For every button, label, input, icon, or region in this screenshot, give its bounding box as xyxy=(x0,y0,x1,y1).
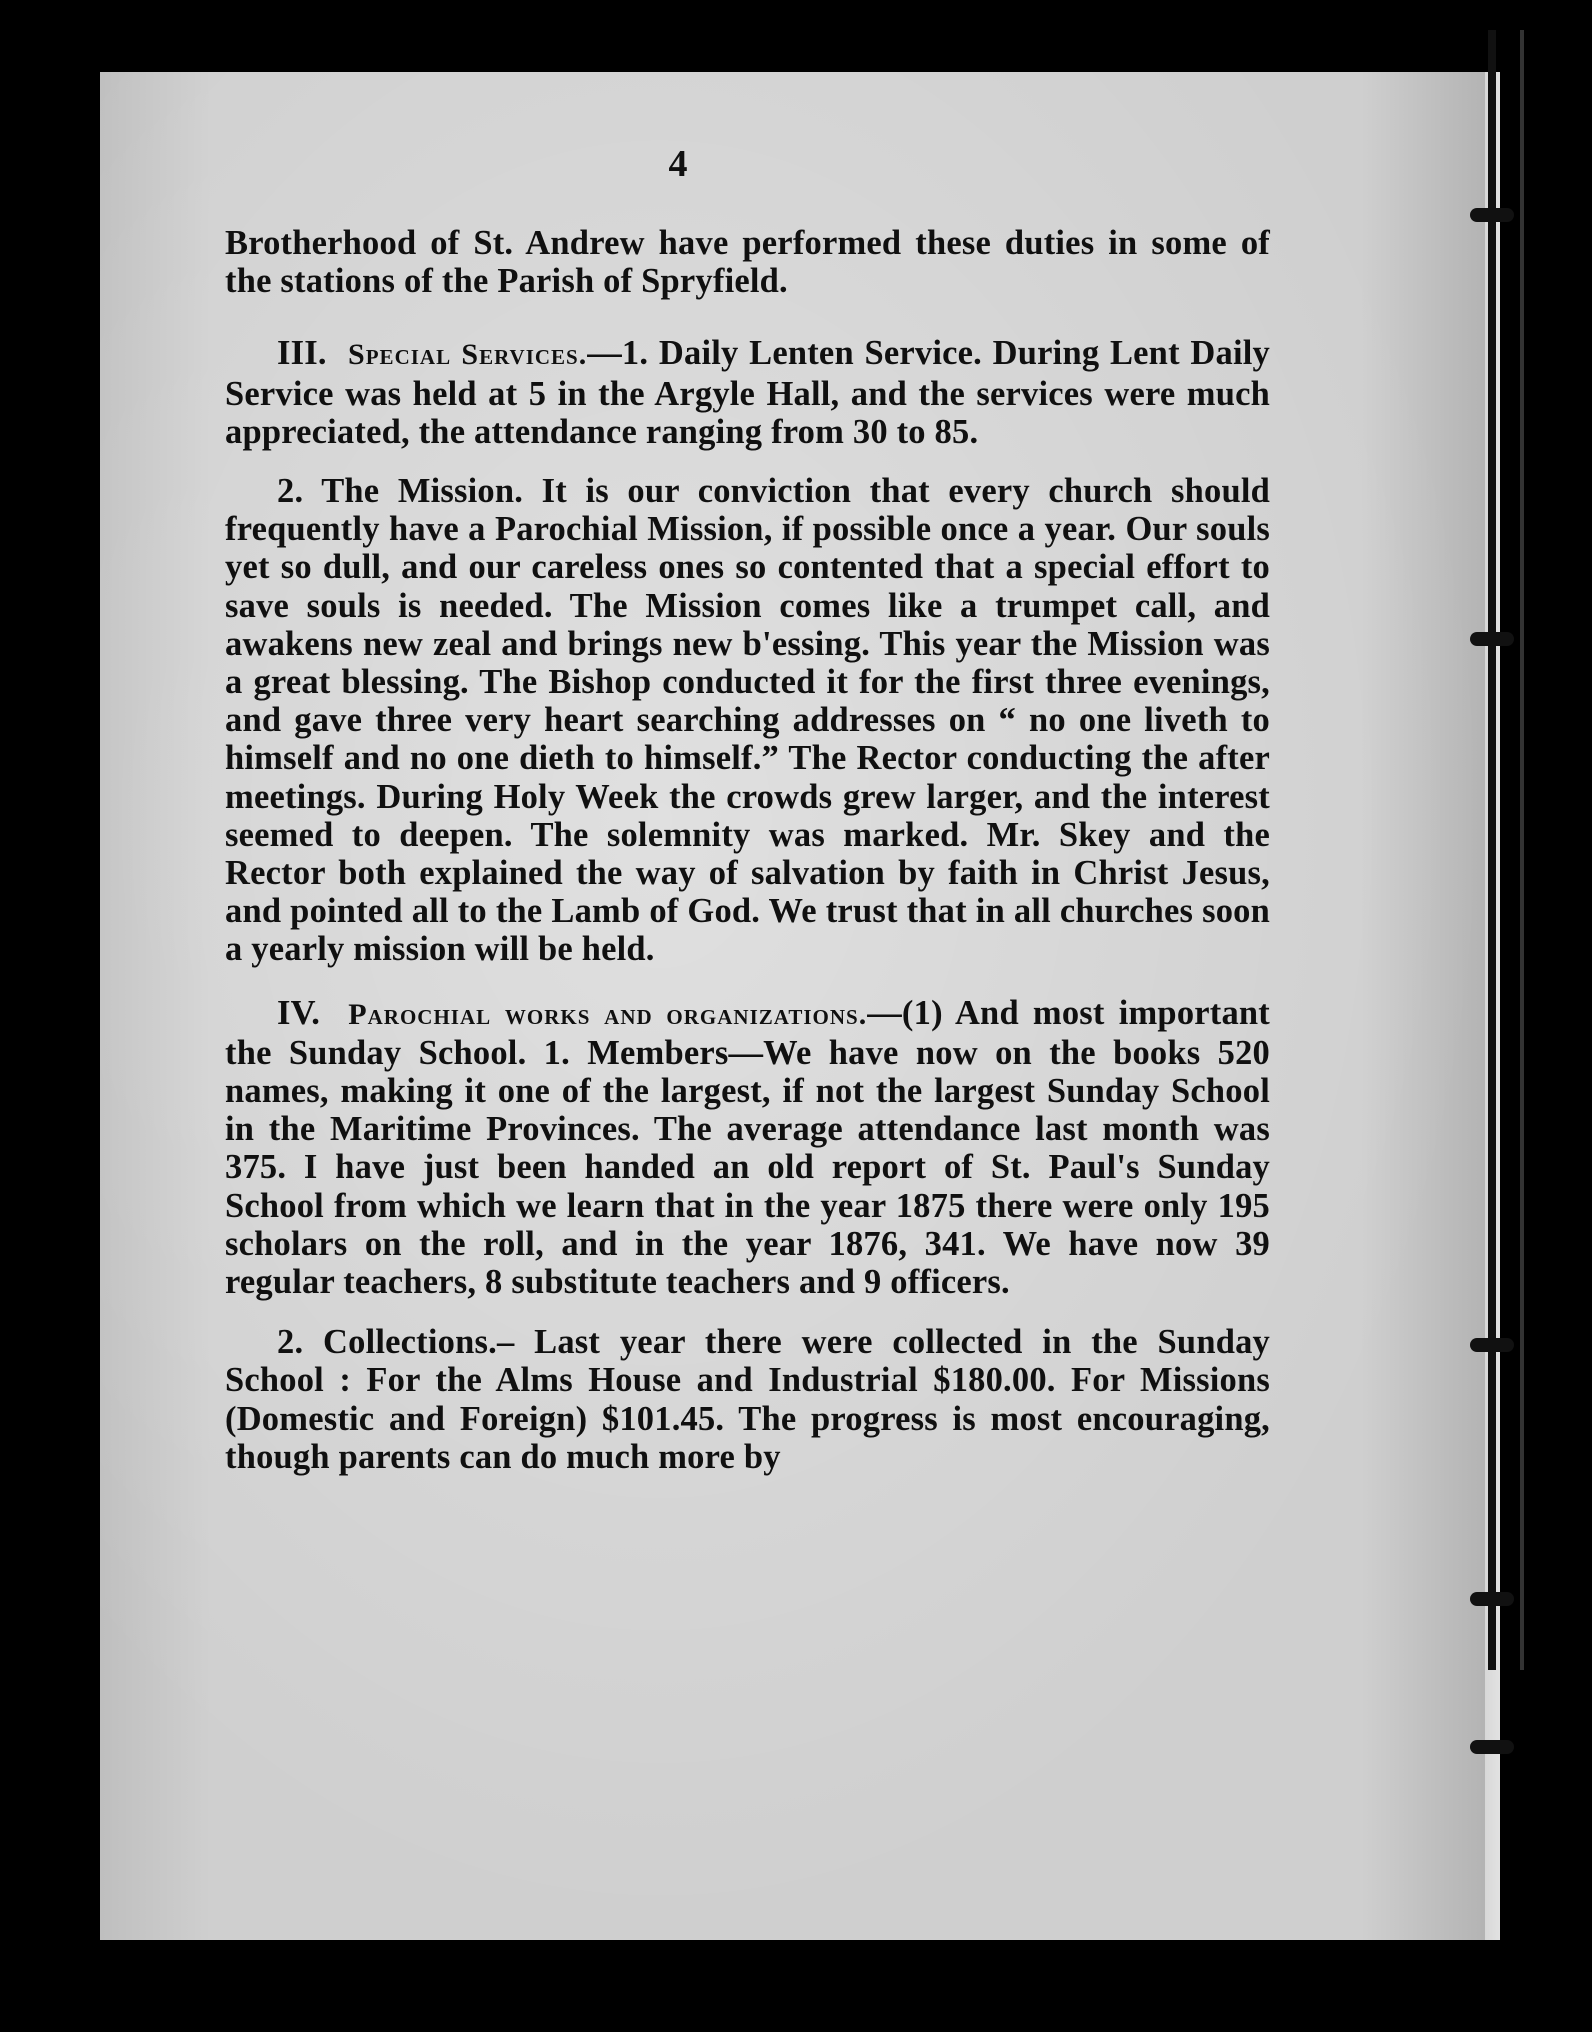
binding-stitch xyxy=(1470,208,1514,222)
binding-stitch xyxy=(1470,1740,1514,1754)
paragraph-brotherhood: Brotherhood of St. Andrew have performed these duties in some of the stations of the Parish of Spryfield. xyxy=(225,224,1270,301)
section-body-special-services: —1. Daily Lenten Service. During Lent Daily Service was held at 5 in the Argyle Hall, and the services were much appreciated, the attendance ranging from 30 to 85. xyxy=(225,334,1271,451)
paragraph-mission: 2. The Mission. It is our conviction that every church should frequently have a Parochial Mission, if possible once a year. Our souls yet so dull, and our careless ones so contented that a special effort to save souls is needed. The Mission comes like a trumpet call, and awakens new zeal and brings new b'essing. This year the Mission was a great blessing. The Bishop conducted it for the first three evenings, and gave three very heart searching addresses on “ no one liveth to himself and no one dieth to himself.” The Rector conducting the after meetings. During Holy Week the crowds grew larger, and the interest seemed to deepen. The solemnity was marked. Mr. Skey and the Rector both explained the way of salvation by faith in Christ Jesus, and pointed all to the Lamb of God. We trust that in all churches soon a yearly mission will be held. xyxy=(225,472,1270,969)
section-numeral: IV. xyxy=(277,993,321,1032)
binding-stitch xyxy=(1470,1338,1514,1352)
binding-stitch xyxy=(1470,632,1514,646)
section-heading-special-services: Special Services. xyxy=(348,338,588,372)
paragraph-collections: 2. Collections.– Last year there were collected in the Sunday School : For the Alms House and Industrial $180.00. For Missions (Domestic and Foreign) $101.45. The progress is most encouraging, though parents can do much more by xyxy=(225,1323,1270,1476)
paragraph-parochial-works xyxy=(225,994,1270,1302)
paragraph-special-services xyxy=(225,334,1270,451)
binding-stitch xyxy=(1470,1592,1514,1606)
page-number: 4 xyxy=(668,143,688,185)
binding-spine-edge xyxy=(1520,30,1524,1670)
section-numeral: III. xyxy=(277,334,327,373)
section-body-parochial-works: —(1) And most important the Sunday School. 1. Members—We have now on the books 520 names, making it one of the largest, if not the largest Sunday School in the Maritime Provinces. The average attendance last month was 375. I have just been handed an old report of St. Paul's Sunday School from which we learn that in the year 1875 there were only 195 scholars on the roll, and in the year 1876, 341. We have now 39 regular teachers, 8 substitute teachers and 9 officers. xyxy=(225,993,1270,1302)
section-heading-parochial-works: Parochial works and organizations. xyxy=(348,997,868,1031)
binding-spine xyxy=(1488,30,1496,1670)
body-text xyxy=(225,224,1270,1476)
